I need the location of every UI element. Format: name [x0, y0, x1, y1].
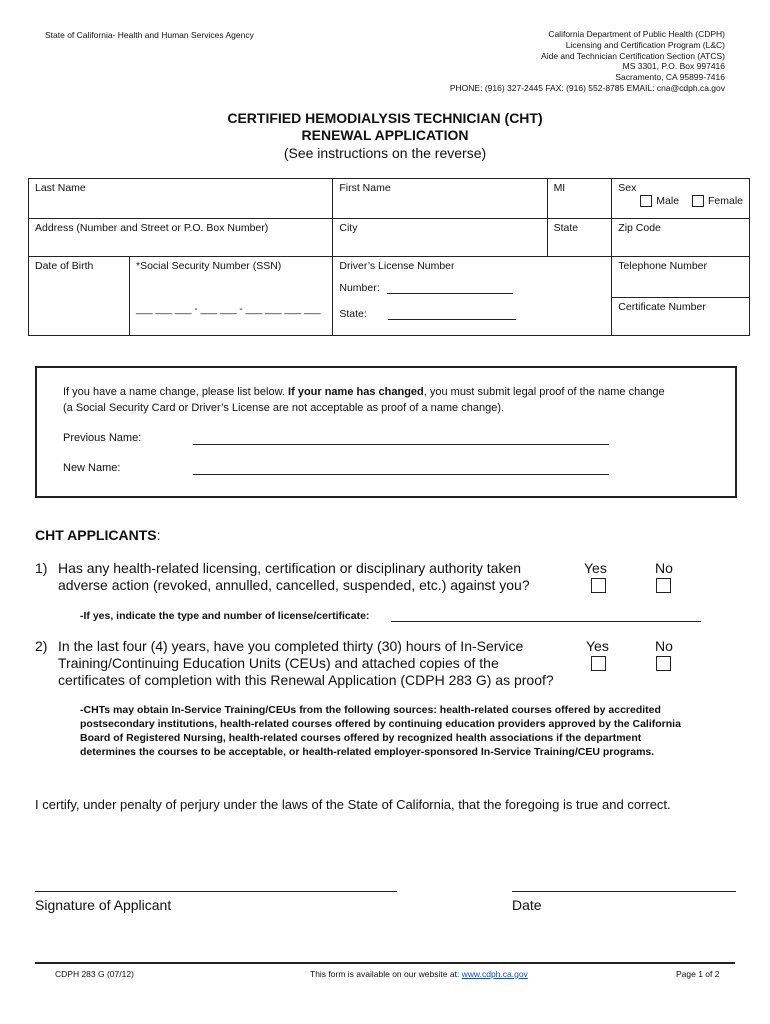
- name-change-intro-rest: , you must submit legal proof of the name change: [423, 386, 665, 398]
- q2-line: certificates of completion with this Renewal Application (CDPH 283 G) as proof?: [58, 672, 554, 688]
- cht-applicants-heading: [35, 527, 160, 543]
- cht-applicants-colon: :: [156, 527, 161, 543]
- name-change-intro-bold: If your name has changed: [288, 386, 424, 398]
- agency-line: MS 3301, P.O. Box 997416: [622, 61, 725, 72]
- q1-line: Has any health-related licensing, certification or disciplinary authority taken: [58, 560, 522, 576]
- dl-state-line[interactable]: [388, 319, 516, 320]
- footer-website-text: This form is available on our website at:: [310, 969, 462, 979]
- name-change-box: [35, 366, 737, 498]
- sex-label: Sex: [618, 182, 637, 194]
- last-name-label: Last Name: [35, 182, 86, 194]
- new-name-label: New Name:: [63, 462, 121, 474]
- drivers-license-field: [333, 257, 612, 336]
- footer-form-id: CDPH 283 G (07/12): [55, 969, 134, 979]
- q2-note-line: determines the courses to be acceptable, or health-related employer-sponsored In-Service Training/CEU programs.: [80, 746, 655, 758]
- sex-field: [612, 179, 750, 219]
- footer-page-number: Page 1 of 2: [676, 969, 720, 979]
- q1-text: [58, 560, 530, 594]
- form-instructions-note: (See instructions on the reverse): [283, 145, 487, 161]
- q2-text: [58, 638, 554, 689]
- q1-license-line[interactable]: [391, 621, 701, 622]
- signature-line[interactable]: [35, 891, 397, 892]
- q1-yes-label: Yes: [584, 560, 607, 576]
- male-label: Male: [656, 195, 680, 207]
- new-name-line[interactable]: [193, 460, 609, 475]
- dob-field[interactable]: [29, 257, 130, 335]
- ssn-field[interactable]: [130, 257, 332, 335]
- footer-website: [310, 969, 528, 979]
- first-name-field[interactable]: [333, 179, 547, 219]
- dl-state-row[interactable]: [339, 308, 605, 320]
- name-change-intro: [63, 386, 665, 398]
- male-checkbox[interactable]: [640, 195, 652, 207]
- phone-cert-cell: [612, 257, 750, 336]
- date-line[interactable]: [512, 891, 736, 892]
- agency-contact: PHONE: (916) 327-2445 FAX: (916) 552-8785 EMAIL: cna@cdph.ca.gov: [449, 82, 725, 93]
- dl-number-line[interactable]: [387, 293, 513, 294]
- state-label: State: [553, 222, 579, 234]
- dl-label: Driver’s License Number: [339, 260, 455, 272]
- city-label: City: [339, 222, 358, 234]
- ssn-label: *Social Security Number (SSN): [136, 260, 282, 272]
- q2-note-line: -CHTs may obtain In-Service Training/CEUs from the following sources: health-related courses offered by accredited: [80, 704, 661, 716]
- name-change-intro-text: If you have a name change, please list below.: [63, 386, 289, 398]
- dl-number-label: Number:: [339, 282, 380, 294]
- ssn-format: ___ ___ ___ - ___ ___ - ___ ___ ___ ___: [136, 304, 321, 315]
- address-label: Address (Number and Street or P.O. Box Number): [35, 222, 269, 234]
- agency-address-block: [450, 29, 725, 94]
- name-change-intro-line2: (a Social Security Card or Driver’s License are not acceptable as proof of a name change).: [63, 402, 505, 414]
- q2-yes-checkbox[interactable]: [591, 656, 606, 671]
- state-field[interactable]: [547, 219, 612, 257]
- q1-number: 1): [35, 560, 48, 576]
- q1-yes-checkbox[interactable]: [591, 578, 606, 593]
- footer-website-link[interactable]: www.cdph.ca.gov: [461, 969, 528, 979]
- agency-line: Licensing and Certification Program (L&C): [565, 39, 725, 50]
- mi-label: MI: [553, 182, 566, 194]
- q2-no-checkbox[interactable]: [656, 656, 671, 671]
- mi-field[interactable]: [547, 179, 612, 219]
- first-name-label: First Name: [339, 182, 391, 194]
- phone-label: Telephone Number: [618, 260, 708, 272]
- certificate-field[interactable]: [612, 298, 749, 316]
- q2-sources-note: [80, 703, 681, 759]
- city-field[interactable]: [333, 219, 547, 257]
- female-label: Female: [707, 195, 743, 207]
- certification-statement: I certify, under penalty of perjury under the laws of the State of California, that the foregoing is true and correct.: [35, 797, 671, 812]
- form-subtitle: RENEWAL APPLICATION: [301, 127, 469, 143]
- q2-note-line: postsecondary institutions, health-related courses offered by continuing education providers approved by the California: [80, 718, 681, 730]
- q1-no-checkbox[interactable]: [656, 578, 671, 593]
- last-name-field[interactable]: [29, 179, 333, 219]
- q2-line: In the last four (4) years, have you completed thirty (30) hours of In-Service: [58, 638, 524, 654]
- zip-label: Zip Code: [618, 222, 661, 234]
- q2-note-line: Board of Registered Nursing, health-related courses offered by recognized health associations if the department: [80, 732, 642, 744]
- signature-label: Signature of Applicant: [35, 897, 172, 913]
- address-field[interactable]: [29, 219, 333, 257]
- q2-line: Training/Continuing Education Units (CEUs) and attached copies of the: [58, 655, 499, 671]
- zip-field[interactable]: [612, 219, 750, 257]
- footer-rule: [35, 962, 735, 964]
- q2-yes-label: Yes: [586, 638, 609, 654]
- dob-ssn-cell: [29, 257, 333, 336]
- agency-line: Sacramento, CA 95899-7416: [615, 72, 725, 83]
- female-checkbox[interactable]: [692, 195, 704, 207]
- previous-name-label: Previous Name:: [63, 432, 142, 444]
- q2-number: 2): [35, 638, 48, 654]
- date-label: Date: [512, 897, 542, 913]
- agency-line: Aide and Technician Certification Section (ATCS): [541, 50, 725, 61]
- cht-applicants-heading-text: CHT APPLICANTS: [35, 527, 157, 543]
- certificate-label: Certificate Number: [618, 301, 706, 313]
- q1-line: adverse action (revoked, annulled, cancelled, suspended, etc.) against you?: [58, 577, 530, 593]
- dob-label: Date of Birth: [35, 260, 94, 272]
- agency-line: California Department of Public Health (CDPH): [548, 29, 725, 39]
- q1-followup: -If yes, indicate the type and number of license/certificate:: [80, 610, 370, 622]
- q2-no-label: No: [655, 638, 673, 654]
- q1-no-label: No: [655, 560, 673, 576]
- agency-left: State of California- Health and Human Services Agency: [45, 30, 254, 40]
- applicant-info-table: [28, 178, 750, 336]
- dl-number-row[interactable]: [339, 282, 605, 294]
- dl-state-label: State:: [339, 308, 367, 320]
- form-title: CERTIFIED HEMODIALYSIS TECHNICIAN (CHT): [227, 110, 543, 126]
- previous-name-line[interactable]: [193, 430, 609, 445]
- phone-field[interactable]: [612, 257, 749, 298]
